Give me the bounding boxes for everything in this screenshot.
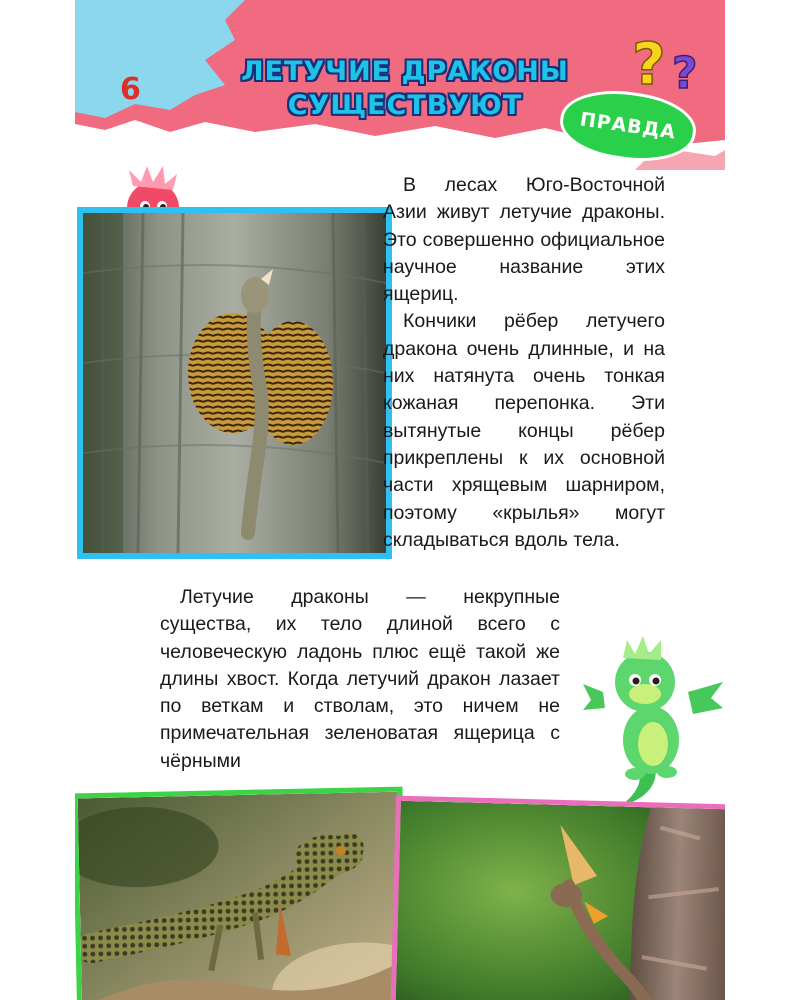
title-line-1: ЛЕТУЧИЕ ДРАКОНЫ — [241, 56, 569, 87]
paragraph: В лесах Юго-Восточной Азии живут летучие драконы. Это совершенно официальное научное название этих ящериц. — [383, 174, 665, 306]
article-text-bottom — [160, 584, 560, 775]
question-marks-icon — [630, 28, 720, 98]
green-dragon-illustration — [583, 632, 723, 812]
truth-badge-label: ПРАВДА — [578, 108, 678, 144]
page-number: 6 — [120, 72, 141, 107]
lizard-on-leaves-image — [78, 792, 403, 1000]
page-title — [215, 55, 595, 123]
svg-text:?: ? — [632, 30, 666, 98]
book-page — [75, 0, 725, 1000]
lizard-on-leaves-photo — [75, 787, 407, 1000]
flying-dragon-on-tree-photo — [77, 207, 392, 559]
flying-dragon-on-tree-image — [83, 213, 386, 553]
paragraph: Летучие драконы — некрупные существа, их тело длиной всего с человеческую ладонь плюс ещё такой же длины хвост. Когда летучий дракон лазает по веткам и стволам, это ничем не примечательная зеленоватая ящерица с чёрными — [160, 586, 560, 772]
title-line-2: СУЩЕСТВУЮТ — [287, 90, 523, 121]
dragon-throat-flap-image — [395, 801, 725, 1000]
dragon-throat-flap-photo — [390, 796, 725, 1000]
article-text-top — [383, 172, 665, 554]
paragraph: Кончики рёбер летучего дракона очень длинные, и на них натянута очень тонкая кожаная перепонка. Эти вытянутые концы рёбер прикреплены к их основной части хрящевым шарниром, поэтому «крылья» могут складываться вдоль тела. — [383, 310, 665, 551]
svg-text:?: ? — [672, 48, 698, 98]
